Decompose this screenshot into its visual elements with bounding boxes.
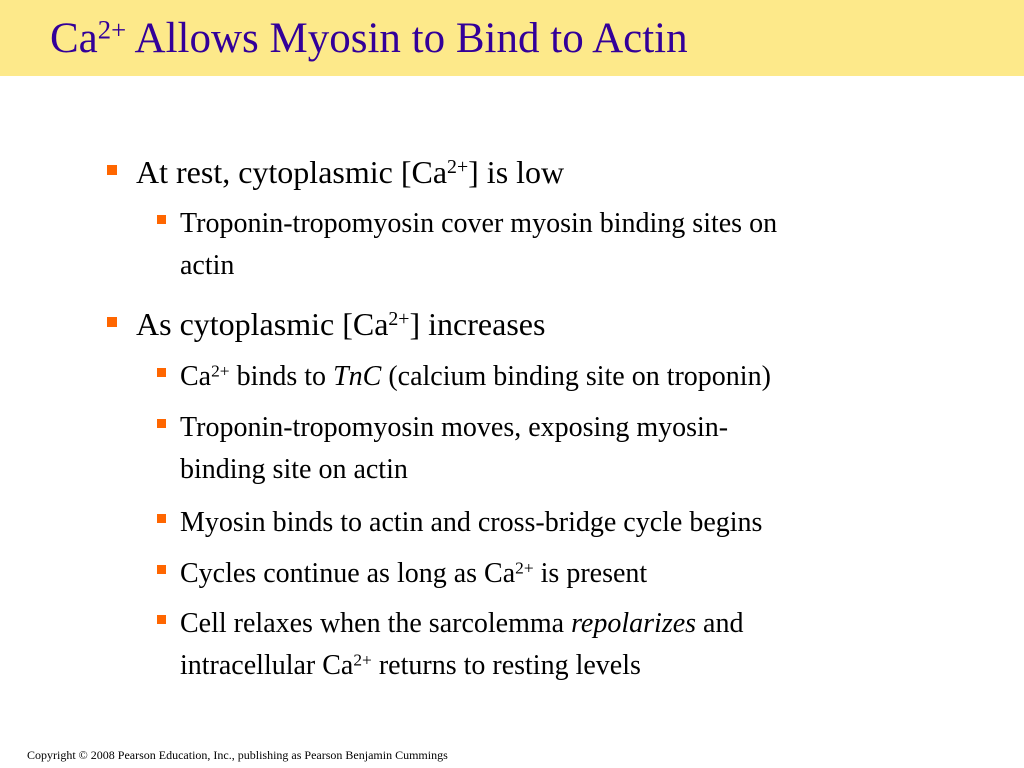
sub-bullet-calcium-binds-after: (calcium binding site on troponin) bbox=[381, 361, 771, 392]
sub-bullet-calcium-binds-middle: binds to bbox=[229, 361, 334, 392]
sub-bullet-troponin-cover-line-2: actin bbox=[180, 250, 235, 281]
sub-bullet-troponin-cover bbox=[180, 203, 777, 287]
sub-bullet-troponin-moves bbox=[180, 407, 728, 491]
orange-square-bullet-icon bbox=[157, 419, 166, 428]
sub-bullet-calcium-binds-superscript: 2+ bbox=[211, 361, 230, 381]
bullet-at-rest-after: ] is low bbox=[468, 154, 565, 190]
sub-bullet-myosin-binds-text: Myosin binds to actin and cross-bridge cycle begins bbox=[180, 507, 763, 538]
sub-bullet-cycles-continue-superscript: 2+ bbox=[515, 558, 534, 578]
sub-bullet-troponin-moves-line-2: binding site on actin bbox=[180, 454, 408, 485]
sub-bullet-cycles-continue bbox=[180, 553, 647, 595]
sub-bullet-cycles-continue-before: Cycles continue as long as Ca bbox=[180, 558, 516, 589]
orange-square-bullet-icon bbox=[157, 615, 166, 624]
bullet-calcium-increases-superscript: 2+ bbox=[388, 308, 410, 331]
sub-bullet-cell-relaxes bbox=[180, 603, 743, 687]
sub-bullet-cell-relaxes-line-2 bbox=[180, 645, 743, 687]
orange-square-bullet-icon bbox=[107, 165, 117, 175]
orange-square-bullet-icon bbox=[107, 317, 117, 327]
sub-bullet-cell-relaxes-line-2-after: returns to resting levels bbox=[371, 650, 641, 681]
sub-bullet-calcium-binds bbox=[180, 356, 771, 398]
slide-title-superscript: 2+ bbox=[97, 14, 127, 45]
orange-square-bullet-icon bbox=[157, 368, 166, 377]
sub-bullet-calcium-binds-before: Ca bbox=[180, 361, 212, 392]
bullet-at-rest bbox=[136, 153, 564, 191]
orange-square-bullet-icon bbox=[157, 514, 166, 523]
sub-bullet-cell-relaxes-superscript: 2+ bbox=[353, 650, 372, 670]
orange-square-bullet-icon bbox=[157, 215, 166, 224]
bullet-calcium-increases-before: As cytoplasmic [Ca bbox=[136, 306, 389, 342]
slide-title-prefix: Ca bbox=[50, 15, 98, 62]
slide-title-suffix: Allows Myosin to Bind to Actin bbox=[126, 15, 688, 62]
bullet-calcium-increases-after: ] increases bbox=[409, 306, 546, 342]
bullet-calcium-increases bbox=[136, 305, 545, 343]
sub-bullet-cell-relaxes-line-1-before: Cell relaxes when the sarcolemma bbox=[180, 608, 572, 639]
bullet-at-rest-superscript: 2+ bbox=[447, 156, 469, 179]
sub-bullet-cycles-continue-after: is present bbox=[533, 558, 648, 589]
sub-bullet-cell-relaxes-line-1-after: and bbox=[696, 608, 744, 639]
sub-bullet-troponin-cover-line-1: Troponin-tropomyosin cover myosin binding sites on bbox=[180, 208, 778, 239]
sub-bullet-troponin-moves-line-1: Troponin-tropomyosin moves, exposing myosin- bbox=[180, 412, 729, 443]
sub-bullet-cell-relaxes-line-1 bbox=[180, 603, 743, 645]
sub-bullet-myosin-binds bbox=[180, 502, 762, 544]
copyright-footer: Copyright © 2008 Pearson Education, Inc., publishing as Pearson Benjamin Cummings bbox=[27, 748, 448, 762]
orange-square-bullet-icon bbox=[157, 565, 166, 574]
sub-bullet-cell-relaxes-repolarizes: repolarizes bbox=[571, 608, 697, 639]
sub-bullet-calcium-binds-tnc: TnC bbox=[333, 361, 382, 392]
bullet-at-rest-before: At rest, cytoplasmic [Ca bbox=[136, 154, 448, 190]
sub-bullet-cell-relaxes-line-2-before: intracellular Ca bbox=[180, 650, 354, 681]
